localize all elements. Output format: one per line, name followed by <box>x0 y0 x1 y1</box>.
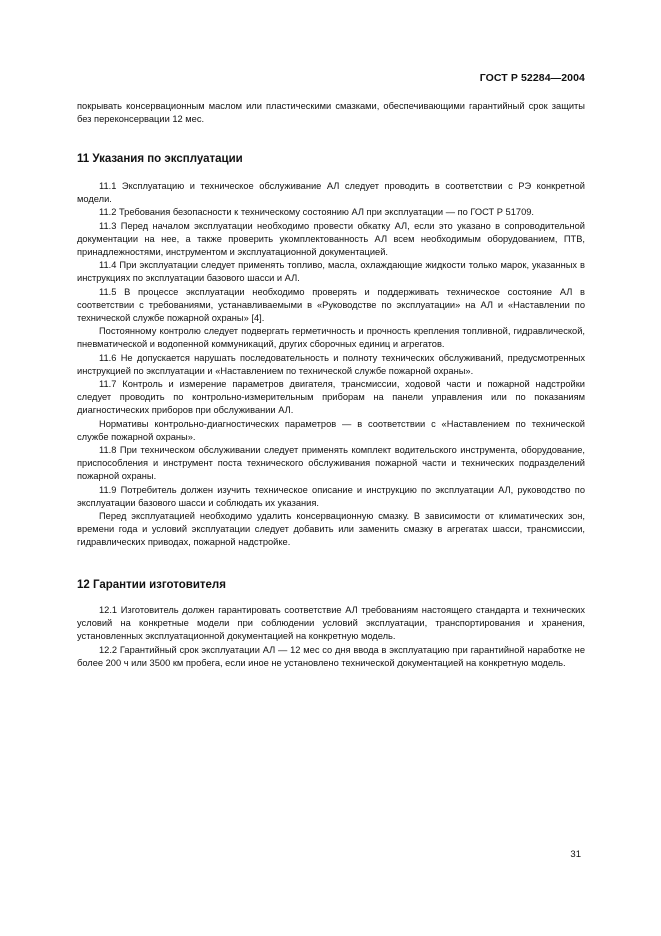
paragraph-11-7-norms: Нормативы контрольно-диагностических параметров — в соответствии с «Наставлением по технической службе пожарной охраны». <box>77 418 585 442</box>
paragraph-11-8: 11.8 При техническом обслуживании следует применять комплект водительского инструмента, оборудование, приспособления и инструмент поста технического обслуживания пожарной части и технических подразделений пожарной охраны. <box>77 445 585 482</box>
section-11-body <box>77 180 585 550</box>
paragraph-11-9-lubricant: Перед эксплуатацией необходимо удалить консервационную смазку. В зависимости от климатических зон, времени года и условий эксплуатации следует добавить или заменить смазку в агрегатах шасси, трансмиссии, гидравлических приводах, пожарной надстройке. <box>77 511 585 548</box>
paragraph-11-2: 11.2 Требования безопасности к техническому состоянию АЛ при эксплуатации — по ГОСТ Р 51709. <box>99 207 534 218</box>
section-12-body <box>77 604 585 670</box>
section-11-heading: 11 Указания по эксплуатации <box>77 153 243 165</box>
intro-paragraph: покрывать консервационным маслом или пластическими смазками, обеспечивающими гарантийный срок защиты без переконсервации 12 мес. <box>77 101 585 125</box>
page-number: 31 <box>570 849 581 860</box>
paragraph-11-7: 11.7 Контроль и измерение параметров двигателя, трансмиссии, ходовой части и пожарной надстройки следует проводить по контрольно-измерительным приборам на панели управления или по показаниям диагностических приборов при обслуживании АЛ. <box>77 379 585 416</box>
paragraph-12-2: 12.2 Гарантийный срок эксплуатации АЛ — 12 мес со дня ввода в эксплуатацию при гарантийной наработке не более 200 ч или 3500 км пробега, если иное не установлено технической документацией на конкретную модель. <box>77 644 585 668</box>
intro-block <box>77 100 585 126</box>
paragraph-11-5: 11.5 В процессе эксплуатации необходимо проверять и поддерживать техническое состояние АЛ в соответствии с требованиями, устанавливаемыми в «Руководстве по эксплуатации» на АЛ и «Наставлении по технической службе пожарной охраны» [4]. <box>77 286 585 324</box>
paragraph-11-6: 11.6 Не допускается нарушать последовательность и полноту технических обслуживаний, предусмотренных инструкцией по эксплуатации и «Наставлением по технической службе пожарной охраны». <box>77 352 585 376</box>
paragraph-12-1: 12.1 Изготовитель должен гарантировать соответствие АЛ требованиям настоящего стандарта и технических условий на конкретные модели при соблюдении условий эксплуатации, транспортирования и хранения, установленных эксплуатационной документацией на конкретную модель. <box>77 605 585 642</box>
section-12-heading: 12 Гарантии изготовителя <box>77 579 226 591</box>
paragraph-11-5-control: Постоянному контролю следует подвергать герметичность и прочность крепления топливной, гидравлической, пневматической и водопенной коммуникаций, других сборочных единиц и агрегатов. <box>77 326 585 350</box>
paragraph-11-1: 11.1 Эксплуатацию и техническое обслуживание АЛ следует проводить в соответствии с РЭ конкретной модели. <box>77 181 585 205</box>
document-code-header: ГОСТ Р 52284—2004 <box>479 72 585 84</box>
paragraph-11-3: 11.3 Перед началом эксплуатации необходимо провести обкатку АЛ, если это указано в сопроводительной документации на нее, а также проверить укомплектованность АЛ всем необходимым оборудованием, ПТВ, принадлежностями, инструментом и эксплуатационной документацией. <box>77 220 585 258</box>
paragraph-11-9: 11.9 Потребитель должен изучить техническое описание и инструкцию по эксплуатации АЛ, руководство по эксплуатации базового шасси и соблюдать их указания. <box>77 484 585 508</box>
paragraph-11-4: 11.4 При эксплуатации следует применять топливо, масла, охлаждающие жидкости только марок, указанных в инструкциях по эксплуатации базового шасси и АЛ. <box>77 260 585 284</box>
